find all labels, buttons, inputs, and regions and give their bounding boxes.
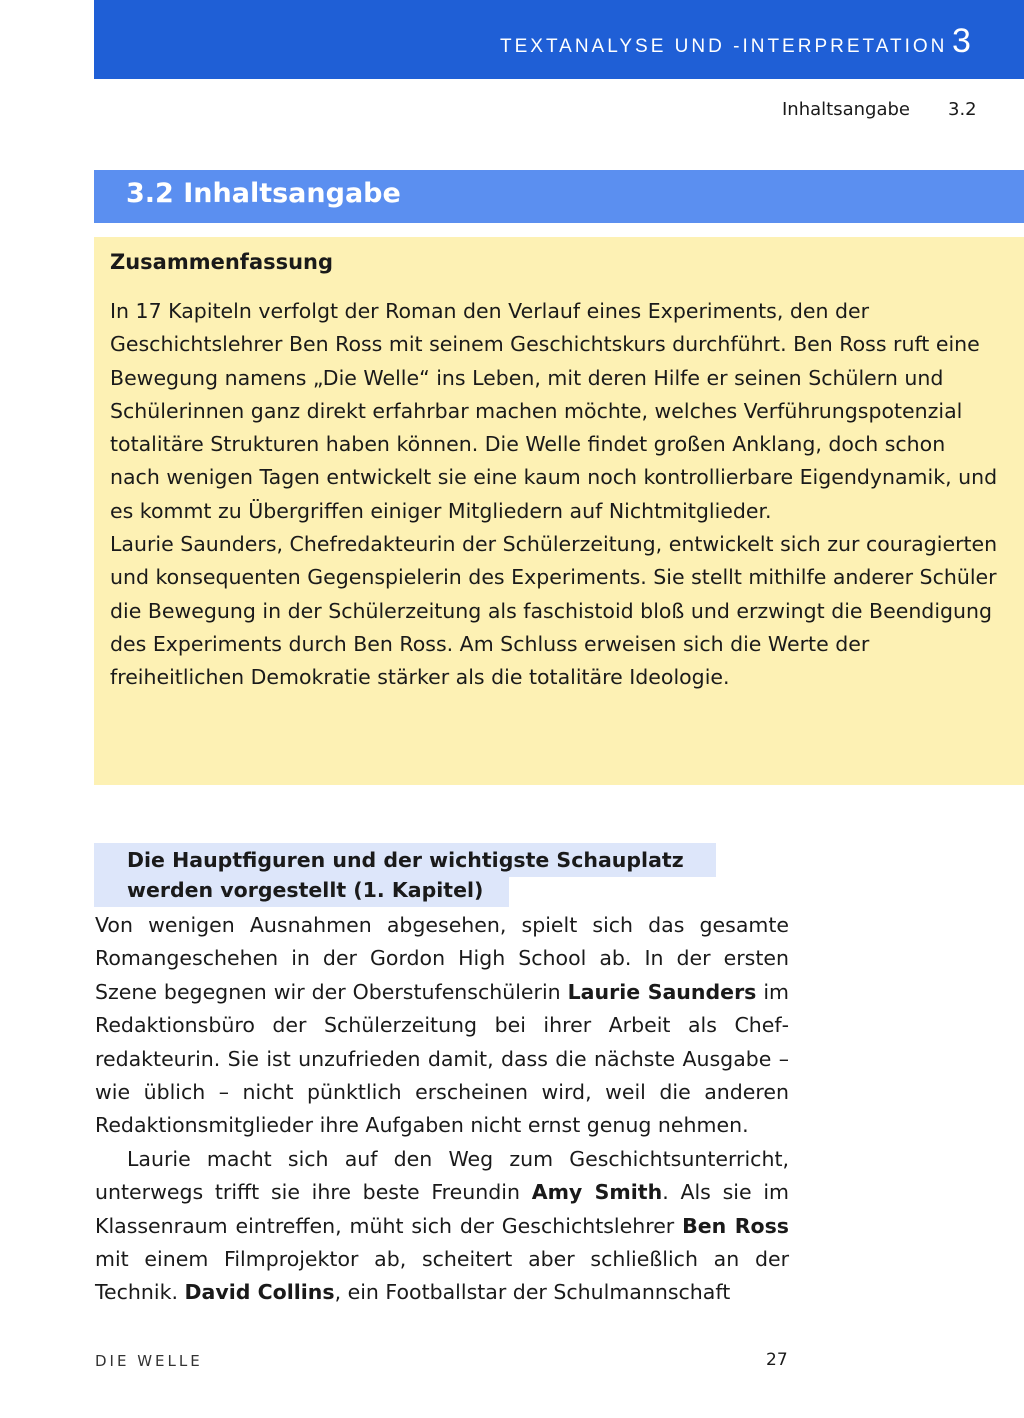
subsection-heading-line: werden vorgestellt (1. Kapitel): [127, 878, 484, 902]
running-title: Inhaltsangabe: [782, 99, 910, 120]
footer-page-number: 27: [766, 1350, 788, 1370]
character-name: Laurie Saunders: [567, 979, 757, 1004]
summary-heading: Zusammenfassung: [110, 250, 334, 274]
character-name: David Collins: [184, 1280, 335, 1305]
body-text-span: . Als sie im Klassenraum eintreffen, müht sich der Geschichtslehrer: [95, 1180, 789, 1238]
body-text: [95, 909, 789, 1310]
subsection-heading: [127, 845, 684, 905]
character-name: Amy Smith: [531, 1180, 663, 1205]
running-section-number: 3.2: [948, 99, 977, 120]
body-text-span: Laurie macht sich auf den Weg zum Geschichtsunterricht, unterwegs trifft sie ihre beste Freundin: [95, 1146, 789, 1205]
body-text-span: im Redaktionsbüro der Schülerzeitung bei ihrer Arbeit als Chefredakteurin. Sie ist unzufrieden damit, dass die nächste Ausgabe – wie üblich – nicht pünktlich erscheinen wird, weil die anderen Redaktionsmitglieder ihre Aufgaben nicht ernst genug nehmen.: [95, 979, 790, 1138]
footer-book-title: DIE WELLE: [95, 1352, 203, 1370]
chapter-label: TEXTANALYSE UND -INTERPRETATION: [500, 36, 948, 57]
section-title: 3.2 Inhaltsangabe: [126, 178, 401, 209]
body-paragraph: [95, 909, 789, 1143]
body-paragraph: [95, 1143, 789, 1310]
summary-paragraph: In 17 Kapiteln verfolgt der Roman den Verlauf eines Experiments, den der Geschichtslehrer Ben Ross mit seinem Geschichtskurs durchführt. Ben Ross ruft eine Bewegung namens „Die Welle“ ins Leben, mit deren Hilfe er seinen Schülern und Schülerinnen ganz direkt erfahrbar machen möchte, welches Verführungspotenzial totalitäre Strukturen haben können. Die Welle findet großen Anklang, doch schon nach wenigen Tagen entwickelt sie eine kaum noch kontrollierbare Eigendynamik, und es kommt zu Übergriffen einiger Mitgliedern auf Nichtmitglieder.: [110, 299, 998, 523]
subsection-heading-line: Die Hauptfiguren und der wichtigste Schauplatz: [127, 848, 684, 872]
character-name: Ben Ross: [682, 1213, 789, 1238]
body-text-span: , ein Footballstar der Schulmannschaft: [334, 1280, 731, 1305]
summary-text: [110, 295, 1000, 695]
summary-paragraph: Laurie Saunders, Chefredakteurin der Schülerzeitung, entwickelt sich zur couragierten und konsequenten Gegenspielerin des Experiments. Sie stellt mithilfe anderer Schüler die Bewegung in der Schülerzeitung als faschistoid bloß und erzwingt die Beendigung des Experiments durch Ben Ross. Am Schluss erweisen sich die Werte der freiheitlichen Demokratie stärker als die totalitäre Ideologie.: [110, 532, 998, 690]
body-text-span: Von wenigen Ausnahmen abgesehen, spielt sich das gesamte Romangeschehen in der Gordon High School ab. In der ersten Szene begegnen wir der Oberstufenschülerin: [95, 913, 789, 1004]
body-text-span: mit einem Filmprojektor ab, scheitert aber schließlich an der Technik.: [95, 1247, 789, 1305]
chapter-number: 3: [952, 22, 971, 60]
